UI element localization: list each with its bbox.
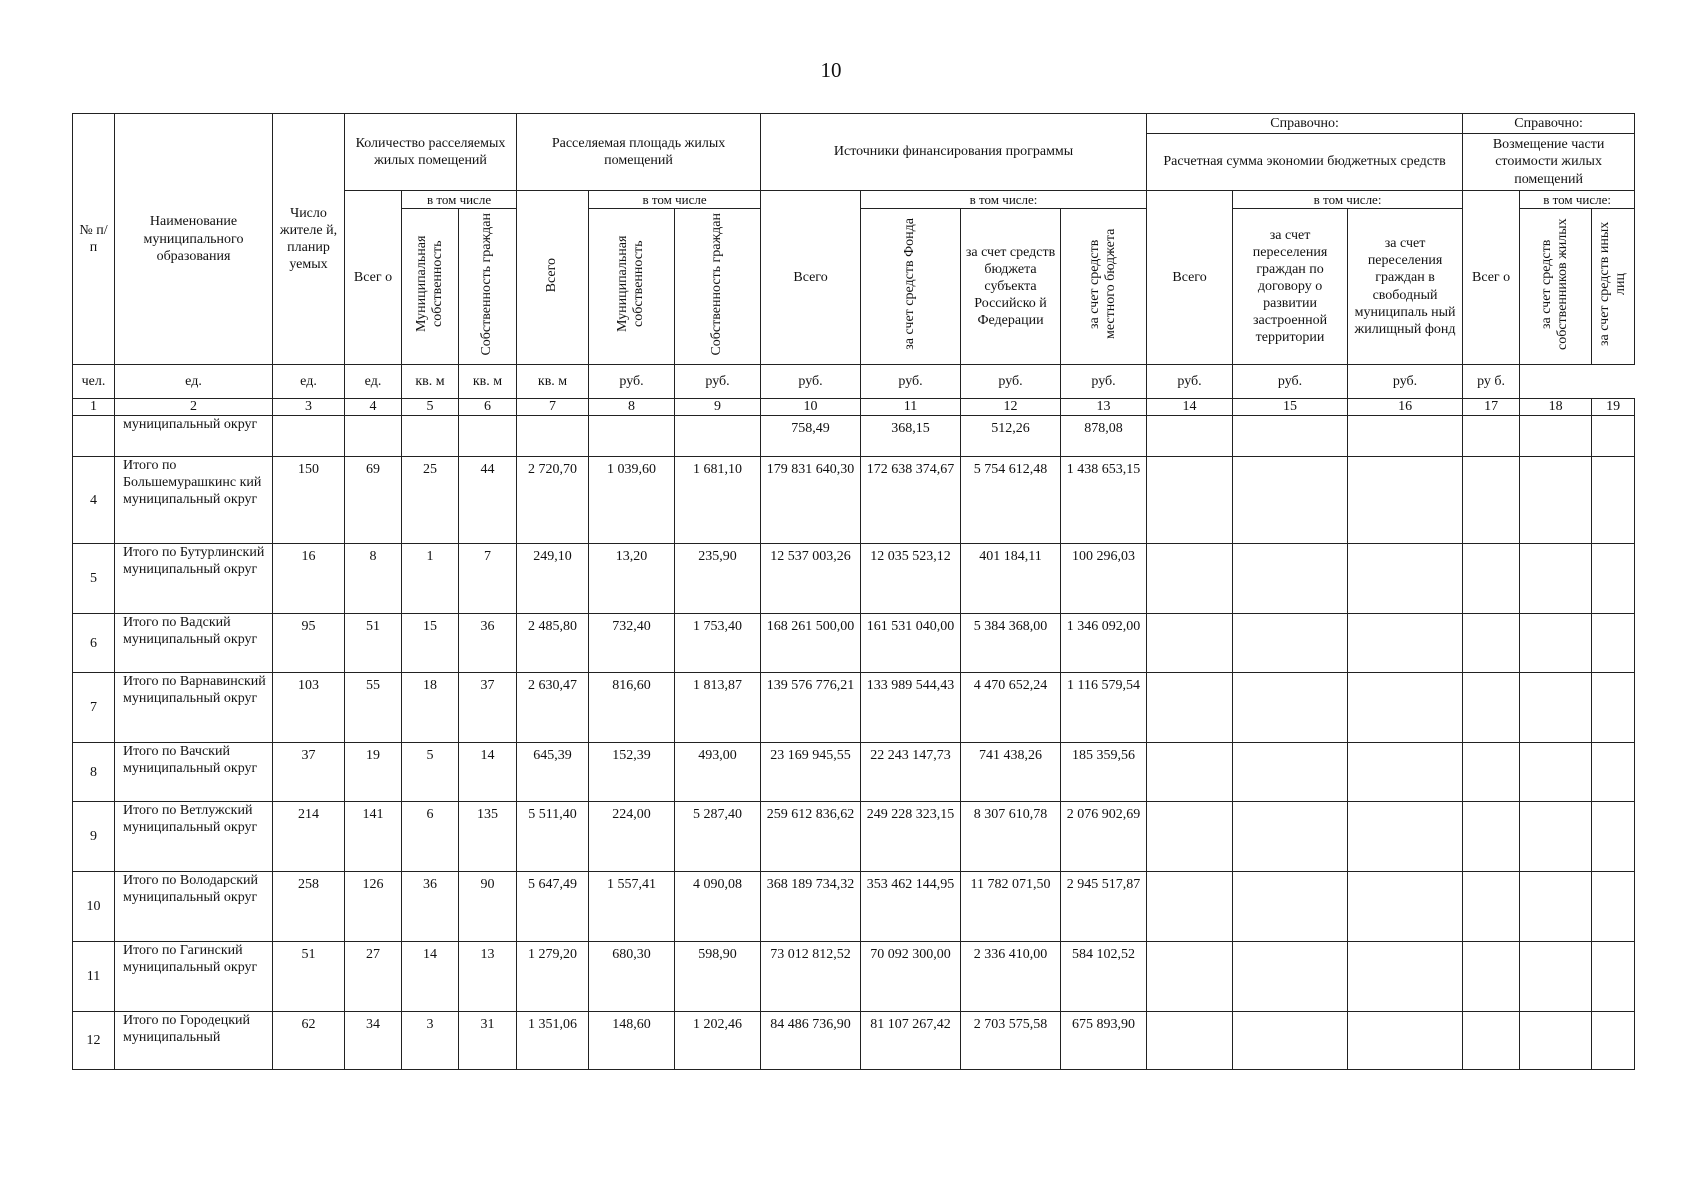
column-number: 1 [73, 399, 115, 416]
value-cell: 249 228 323,15 [861, 802, 961, 872]
column-number: 5 [402, 399, 459, 416]
empty-cell [1348, 416, 1463, 457]
municipality-name: Итого по Вачский муниципальный округ [115, 743, 273, 802]
value-cell: 44 [459, 457, 517, 544]
table-row [73, 1012, 1635, 1070]
value-cell: 1 346 092,00 [1061, 614, 1147, 673]
empty-cell [1592, 872, 1635, 942]
row-number: 4 [73, 457, 115, 544]
column-number: 9 [675, 399, 761, 416]
value-cell: 161 531 040,00 [861, 614, 961, 673]
empty-cell [1463, 872, 1520, 942]
empty-cell [1147, 457, 1233, 544]
value-cell: 258 [273, 872, 345, 942]
value-cell: 25 [402, 457, 459, 544]
column-number: 18 [1520, 399, 1592, 416]
row-number: 12 [73, 1012, 115, 1070]
value-cell [517, 416, 589, 457]
empty-cell [1147, 743, 1233, 802]
empty-cell [1233, 416, 1348, 457]
header-comp-incl: в том числе: [1520, 191, 1635, 209]
empty-cell [1463, 743, 1520, 802]
empty-cell [1463, 1012, 1520, 1070]
empty-cell [1233, 942, 1348, 1012]
value-cell: 37 [459, 673, 517, 743]
unit-cell: руб. [1348, 365, 1463, 399]
header-area-citizens: Собственность граждан [675, 209, 761, 365]
value-cell: 2 485,80 [517, 614, 589, 673]
empty-cell [1520, 802, 1592, 872]
value-cell: 2 703 575,58 [961, 1012, 1061, 1070]
table-row [73, 872, 1635, 942]
header-area-group: Расселяемая площадь жилых помещений [517, 114, 761, 191]
column-number: 10 [761, 399, 861, 416]
value-cell: 22 243 147,73 [861, 743, 961, 802]
empty-cell [1348, 544, 1463, 614]
value-cell: 3 [402, 1012, 459, 1070]
value-cell: 4 090,08 [675, 872, 761, 942]
unit-cell: ед. [273, 365, 345, 399]
header-fin-fund: за счет средств Фонда [861, 209, 961, 365]
value-cell: 152,39 [589, 743, 675, 802]
municipality-name: Итого по Бутурлинский муниципальный округ [115, 544, 273, 614]
value-cell: 5 647,49 [517, 872, 589, 942]
value-cell: 680,30 [589, 942, 675, 1012]
row-number: 8 [73, 743, 115, 802]
row-number: 9 [73, 802, 115, 872]
column-number: 7 [517, 399, 589, 416]
table-body [73, 416, 1635, 1070]
value-cell: 353 462 144,95 [861, 872, 961, 942]
empty-cell [1520, 457, 1592, 544]
value-cell: 12 035 523,12 [861, 544, 961, 614]
header-qty-citizens: Собственность граждан [459, 209, 517, 365]
header-qty-group: Количество расселяемых жилых помещений [345, 114, 517, 191]
unit-cell: руб. [1233, 365, 1348, 399]
header-econ-incl: в том числе: [1233, 191, 1463, 209]
value-cell: 18 [402, 673, 459, 743]
column-number: 15 [1233, 399, 1348, 416]
value-cell: 2 076 902,69 [1061, 802, 1147, 872]
unit-cell: руб. [675, 365, 761, 399]
header-reference-label-1: Справочно: [1147, 114, 1463, 134]
value-cell: 172 638 374,67 [861, 457, 961, 544]
value-cell: 70 092 300,00 [861, 942, 961, 1012]
municipality-name: муниципальный округ [115, 416, 273, 457]
value-cell: 1 116 579,54 [1061, 673, 1147, 743]
empty-cell [1233, 673, 1348, 743]
value-cell: 493,00 [675, 743, 761, 802]
value-cell: 36 [459, 614, 517, 673]
value-cell: 84 486 736,90 [761, 1012, 861, 1070]
column-number: 19 [1592, 399, 1635, 416]
column-number: 6 [459, 399, 517, 416]
empty-cell [1463, 416, 1520, 457]
value-cell: 13 [459, 942, 517, 1012]
unit-cell: кв. м [459, 365, 517, 399]
column-number: 2 [115, 399, 273, 416]
empty-cell [1233, 872, 1348, 942]
empty-cell [1147, 872, 1233, 942]
header-econ-development: за счет переселения граждан по договору о развитии застроенной территории [1233, 209, 1348, 365]
value-cell: 23 169 945,55 [761, 743, 861, 802]
municipality-name: Итого по Володарский муниципальный округ [115, 872, 273, 942]
value-cell: 249,10 [517, 544, 589, 614]
value-cell: 645,39 [517, 743, 589, 802]
header-qty-incl: в том числе [402, 191, 517, 209]
value-cell: 6 [402, 802, 459, 872]
value-cell: 401 184,11 [961, 544, 1061, 614]
header-residents: Число жителе й, планир уемых [273, 114, 345, 365]
value-cell: 148,60 [589, 1012, 675, 1070]
empty-cell [1592, 942, 1635, 1012]
header-fin-subject: за счет средств бюджета субъекта Российско й Федерации [961, 209, 1061, 365]
value-cell: 2 720,70 [517, 457, 589, 544]
value-cell: 15 [402, 614, 459, 673]
empty-cell [1233, 544, 1348, 614]
value-cell: 55 [345, 673, 402, 743]
table-row [73, 416, 1635, 457]
unit-cell: руб. [761, 365, 861, 399]
unit-cell: руб. [961, 365, 1061, 399]
unit-cell: руб. [861, 365, 961, 399]
value-cell: 214 [273, 802, 345, 872]
table-row [73, 614, 1635, 673]
column-number: 13 [1061, 399, 1147, 416]
municipality-name: Итого по Большемурашкинс кий муниципальный округ [115, 457, 273, 544]
value-cell: 816,60 [589, 673, 675, 743]
value-cell: 179 831 640,30 [761, 457, 861, 544]
empty-cell [1592, 614, 1635, 673]
empty-cell [1233, 743, 1348, 802]
value-cell: 1 039,60 [589, 457, 675, 544]
table-row [73, 802, 1635, 872]
value-cell [589, 416, 675, 457]
value-cell: 741 438,26 [961, 743, 1061, 802]
municipality-name: Итого по Гагинский муниципальный округ [115, 942, 273, 1012]
empty-cell [1147, 802, 1233, 872]
empty-cell [1147, 544, 1233, 614]
value-cell: 368,15 [861, 416, 961, 457]
value-cell: 368 189 734,32 [761, 872, 861, 942]
value-cell: 150 [273, 457, 345, 544]
empty-cell [1520, 673, 1592, 743]
value-cell: 1 [402, 544, 459, 614]
empty-cell [1348, 614, 1463, 673]
value-cell: 732,40 [589, 614, 675, 673]
value-cell [402, 416, 459, 457]
column-number: 8 [589, 399, 675, 416]
value-cell: 133 989 544,43 [861, 673, 961, 743]
value-cell: 34 [345, 1012, 402, 1070]
empty-cell [1520, 1012, 1592, 1070]
unit-cell: чел. [73, 365, 115, 399]
empty-cell [1592, 673, 1635, 743]
value-cell: 14 [459, 743, 517, 802]
value-cell: 5 384 368,00 [961, 614, 1061, 673]
value-cell: 141 [345, 802, 402, 872]
unit-cell: руб. [1147, 365, 1233, 399]
row-number [73, 416, 115, 457]
page-number: 10 [820, 58, 842, 82]
unit-cell: кв. м [517, 365, 589, 399]
value-cell: 126 [345, 872, 402, 942]
header-fin-total: Всего [761, 191, 861, 365]
value-cell [459, 416, 517, 457]
value-cell: 4 470 652,24 [961, 673, 1061, 743]
header-area-total: Всего [517, 191, 589, 365]
empty-cell [1233, 802, 1348, 872]
value-cell: 235,90 [675, 544, 761, 614]
empty-cell [1348, 457, 1463, 544]
value-cell: 62 [273, 1012, 345, 1070]
municipality-name: Итого по Ветлужский муниципальный округ [115, 802, 273, 872]
value-cell: 139 576 776,21 [761, 673, 861, 743]
value-cell: 2 336 410,00 [961, 942, 1061, 1012]
units-row [73, 365, 1635, 399]
value-cell: 51 [345, 614, 402, 673]
empty-cell [1463, 544, 1520, 614]
value-cell: 7 [459, 544, 517, 614]
value-cell: 598,90 [675, 942, 761, 1012]
value-cell [345, 416, 402, 457]
empty-cell [1463, 802, 1520, 872]
value-cell: 2 630,47 [517, 673, 589, 743]
value-cell: 185 359,56 [1061, 743, 1147, 802]
value-cell: 13,20 [589, 544, 675, 614]
value-cell: 12 537 003,26 [761, 544, 861, 614]
value-cell: 1 753,40 [675, 614, 761, 673]
empty-cell [1520, 942, 1592, 1012]
program-table [72, 113, 1635, 1070]
header-comp-other: за счет средств иных лиц [1592, 209, 1635, 365]
table-row [73, 544, 1635, 614]
municipality-name: Итого по Варнавинский муниципальный округ [115, 673, 273, 743]
municipality-name: Итого по Вадский муниципальный округ [115, 614, 273, 673]
header-qty-municipal: Муниципальная собственность [402, 209, 459, 365]
value-cell: 73 012 812,52 [761, 942, 861, 1012]
value-cell: 1 438 653,15 [1061, 457, 1147, 544]
header-qty-total: Всег о [345, 191, 402, 365]
value-cell: 5 [402, 743, 459, 802]
value-cell: 36 [402, 872, 459, 942]
empty-cell [1233, 457, 1348, 544]
empty-cell [1348, 942, 1463, 1012]
header-area-municipal: Муниципальная собственность [589, 209, 675, 365]
value-cell: 37 [273, 743, 345, 802]
value-cell: 100 296,03 [1061, 544, 1147, 614]
unit-cell: ед. [345, 365, 402, 399]
empty-cell [1592, 1012, 1635, 1070]
value-cell: 81 107 267,42 [861, 1012, 961, 1070]
value-cell: 135 [459, 802, 517, 872]
header-econ-total: Всего [1147, 191, 1233, 365]
value-cell: 675 893,90 [1061, 1012, 1147, 1070]
column-number: 4 [345, 399, 402, 416]
empty-cell [1520, 614, 1592, 673]
row-number: 6 [73, 614, 115, 673]
empty-cell [1233, 1012, 1348, 1070]
value-cell: 758,49 [761, 416, 861, 457]
empty-cell [1592, 743, 1635, 802]
value-cell: 16 [273, 544, 345, 614]
column-number: 16 [1348, 399, 1463, 416]
empty-cell [1592, 457, 1635, 544]
empty-cell [1520, 416, 1592, 457]
header-name: Наименование муниципального образования [115, 114, 273, 365]
value-cell: 90 [459, 872, 517, 942]
empty-cell [1592, 802, 1635, 872]
empty-cell [1520, 743, 1592, 802]
header-econ-free-fund: за счет переселения граждан в свободный муниципаль ный жилищный фонд [1348, 209, 1463, 365]
empty-cell [1520, 872, 1592, 942]
value-cell: 5 287,40 [675, 802, 761, 872]
header-fin-local: за счет средств местного бюджета [1061, 209, 1147, 365]
value-cell: 5 511,40 [517, 802, 589, 872]
header-economy-group: Расчетная сумма экономии бюджетных средств [1147, 134, 1463, 191]
empty-cell [1463, 942, 1520, 1012]
empty-cell [1592, 544, 1635, 614]
value-cell: 51 [273, 942, 345, 1012]
empty-cell [1147, 1012, 1233, 1070]
empty-cell [1463, 457, 1520, 544]
empty-cell [1348, 743, 1463, 802]
column-number: 14 [1147, 399, 1233, 416]
value-cell: 8 [345, 544, 402, 614]
value-cell: 1 202,46 [675, 1012, 761, 1070]
municipality-name: Итого по Городецкий муниципальный [115, 1012, 273, 1070]
value-cell: 69 [345, 457, 402, 544]
value-cell: 11 782 071,50 [961, 872, 1061, 942]
empty-cell [1147, 416, 1233, 457]
header-comp-owners: за счет средств собственников жилых [1520, 209, 1592, 365]
unit-cell: руб. [1061, 365, 1147, 399]
column-number-row [73, 399, 1635, 416]
value-cell: 168 261 500,00 [761, 614, 861, 673]
value-cell: 19 [345, 743, 402, 802]
table-row [73, 743, 1635, 802]
table-row [73, 942, 1635, 1012]
empty-cell [1520, 544, 1592, 614]
table-row [73, 673, 1635, 743]
row-number: 5 [73, 544, 115, 614]
value-cell: 31 [459, 1012, 517, 1070]
header-financing-group: Источники финансирования программы [761, 114, 1147, 191]
header-num: № п/ п [73, 114, 115, 365]
header-reference-label-2: Справочно: [1463, 114, 1635, 134]
empty-cell [1348, 1012, 1463, 1070]
value-cell: 1 351,06 [517, 1012, 589, 1070]
value-cell: 14 [402, 942, 459, 1012]
empty-cell [1463, 673, 1520, 743]
empty-cell [1463, 614, 1520, 673]
row-number: 11 [73, 942, 115, 1012]
empty-cell [1147, 942, 1233, 1012]
row-number: 7 [73, 673, 115, 743]
header-fin-incl: в том числе: [861, 191, 1147, 209]
empty-cell [1147, 614, 1233, 673]
value-cell: 1 813,87 [675, 673, 761, 743]
value-cell: 5 754 612,48 [961, 457, 1061, 544]
row-number: 10 [73, 872, 115, 942]
empty-cell [1348, 802, 1463, 872]
header-compensation-group: Возмещение части стоимости жилых помещений [1463, 134, 1635, 191]
value-cell: 1 681,10 [675, 457, 761, 544]
value-cell: 259 612 836,62 [761, 802, 861, 872]
value-cell: 2 945 517,87 [1061, 872, 1147, 942]
column-number: 17 [1463, 399, 1520, 416]
empty-cell [1147, 673, 1233, 743]
value-cell [273, 416, 345, 457]
value-cell: 512,26 [961, 416, 1061, 457]
value-cell: 8 307 610,78 [961, 802, 1061, 872]
table-row [73, 457, 1635, 544]
column-number: 12 [961, 399, 1061, 416]
unit-cell: кв. м [402, 365, 459, 399]
unit-cell: руб. [589, 365, 675, 399]
empty-cell [1348, 872, 1463, 942]
value-cell [675, 416, 761, 457]
value-cell: 103 [273, 673, 345, 743]
unit-cell: ед. [115, 365, 273, 399]
empty-cell [1348, 673, 1463, 743]
unit-cell: ру б. [1463, 365, 1520, 399]
value-cell: 95 [273, 614, 345, 673]
value-cell: 1 279,20 [517, 942, 589, 1012]
column-number: 3 [273, 399, 345, 416]
header-comp-total: Всег о [1463, 191, 1520, 365]
value-cell: 224,00 [589, 802, 675, 872]
value-cell: 27 [345, 942, 402, 1012]
header-area-incl: в том числе [589, 191, 761, 209]
value-cell: 878,08 [1061, 416, 1147, 457]
empty-cell [1233, 614, 1348, 673]
value-cell: 584 102,52 [1061, 942, 1147, 1012]
value-cell: 1 557,41 [589, 872, 675, 942]
column-number: 11 [861, 399, 961, 416]
empty-cell [1592, 416, 1635, 457]
